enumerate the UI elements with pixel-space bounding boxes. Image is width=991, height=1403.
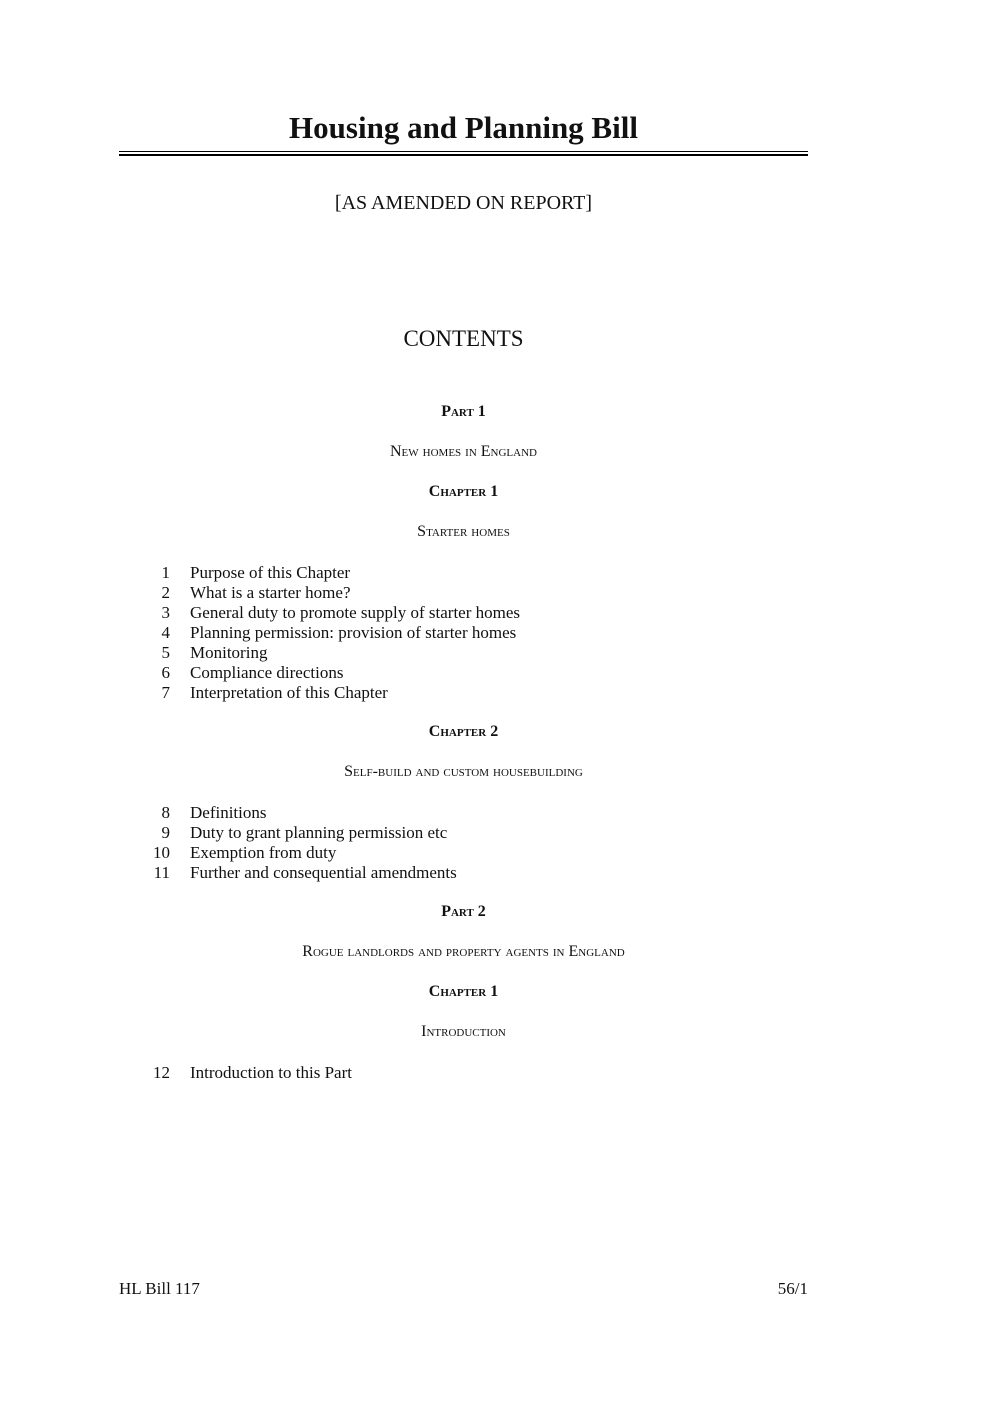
part-1-chapter-2-label: Chapter 2 bbox=[428, 723, 499, 740]
contents-heading: CONTENTS bbox=[403, 326, 524, 351]
clause-number: 6 bbox=[161, 663, 170, 682]
clause-entry[interactable] bbox=[119, 823, 808, 843]
clause-number: 9 bbox=[161, 823, 170, 842]
clause-title: Further and consequential amendments bbox=[190, 863, 457, 882]
part-2-chapter-1-title: Introduction bbox=[421, 1023, 506, 1040]
part-1-chapter-1-label: Chapter 1 bbox=[428, 483, 499, 500]
clause-entry[interactable] bbox=[119, 643, 808, 663]
clause-title: Definitions bbox=[190, 803, 267, 822]
clause-entry[interactable] bbox=[119, 603, 808, 623]
clause-number: 5 bbox=[161, 643, 170, 662]
clause-number: 3 bbox=[161, 603, 170, 622]
clause-title: Exemption from duty bbox=[190, 843, 337, 862]
clause-title: Introduction to this Part bbox=[190, 1063, 352, 1082]
part-2-chapter-1-label: Chapter 1 bbox=[428, 983, 499, 1000]
clause-entry[interactable] bbox=[119, 583, 808, 603]
clause-list-p2-c1 bbox=[119, 1063, 808, 1083]
title-rule-thick bbox=[119, 154, 808, 156]
part-1-chapter-2-title: Self-build and custom housebuilding bbox=[344, 763, 583, 780]
clause-title: General duty to promote supply of starter homes bbox=[190, 603, 521, 622]
part-2-title: Rogue landlords and property agents in England bbox=[302, 943, 625, 960]
clause-number: 4 bbox=[161, 623, 170, 642]
clause-title: Interpretation of this Chapter bbox=[190, 683, 388, 702]
amendment-status: [AS AMENDED ON REPORT] bbox=[334, 192, 593, 214]
clause-entry[interactable] bbox=[119, 623, 808, 643]
part-1-label: Part 1 bbox=[441, 403, 486, 420]
bill-reference: HL Bill 117 bbox=[119, 1279, 200, 1298]
clause-title: What is a starter home? bbox=[190, 583, 351, 602]
document-page bbox=[119, 0, 808, 1403]
clause-entry[interactable] bbox=[119, 843, 808, 863]
clause-entry[interactable] bbox=[119, 563, 808, 583]
part-2-label: Part 2 bbox=[441, 903, 486, 920]
clause-number: 11 bbox=[153, 863, 170, 882]
title-rule-thin bbox=[119, 151, 808, 152]
part-1-chapter-1-title: Starter homes bbox=[417, 523, 510, 540]
bill-title: Housing and Planning Bill bbox=[289, 110, 638, 145]
clause-title: Purpose of this Chapter bbox=[190, 563, 351, 582]
clause-entry[interactable] bbox=[119, 1063, 808, 1083]
clause-list-p1-c2 bbox=[119, 803, 808, 883]
clause-number: 8 bbox=[161, 803, 170, 822]
clause-number: 1 bbox=[161, 563, 170, 582]
page-reference: 56/1 bbox=[777, 1279, 808, 1298]
clause-title: Planning permission: provision of starter homes bbox=[190, 623, 517, 642]
clause-entry[interactable] bbox=[119, 863, 808, 883]
part-1-title: New homes in England bbox=[390, 443, 537, 460]
clause-title: Monitoring bbox=[190, 643, 268, 662]
clause-number: 12 bbox=[153, 1063, 170, 1082]
clause-title: Duty to grant planning permission etc bbox=[190, 823, 448, 842]
clause-number: 10 bbox=[153, 843, 170, 862]
clause-number: 7 bbox=[161, 683, 170, 702]
clause-entry[interactable] bbox=[119, 683, 808, 703]
clause-title: Compliance directions bbox=[190, 663, 344, 682]
clause-entry[interactable] bbox=[119, 663, 808, 683]
clause-number: 2 bbox=[161, 583, 170, 602]
clause-entry[interactable] bbox=[119, 803, 808, 823]
clause-list-p1-c1 bbox=[119, 563, 808, 703]
